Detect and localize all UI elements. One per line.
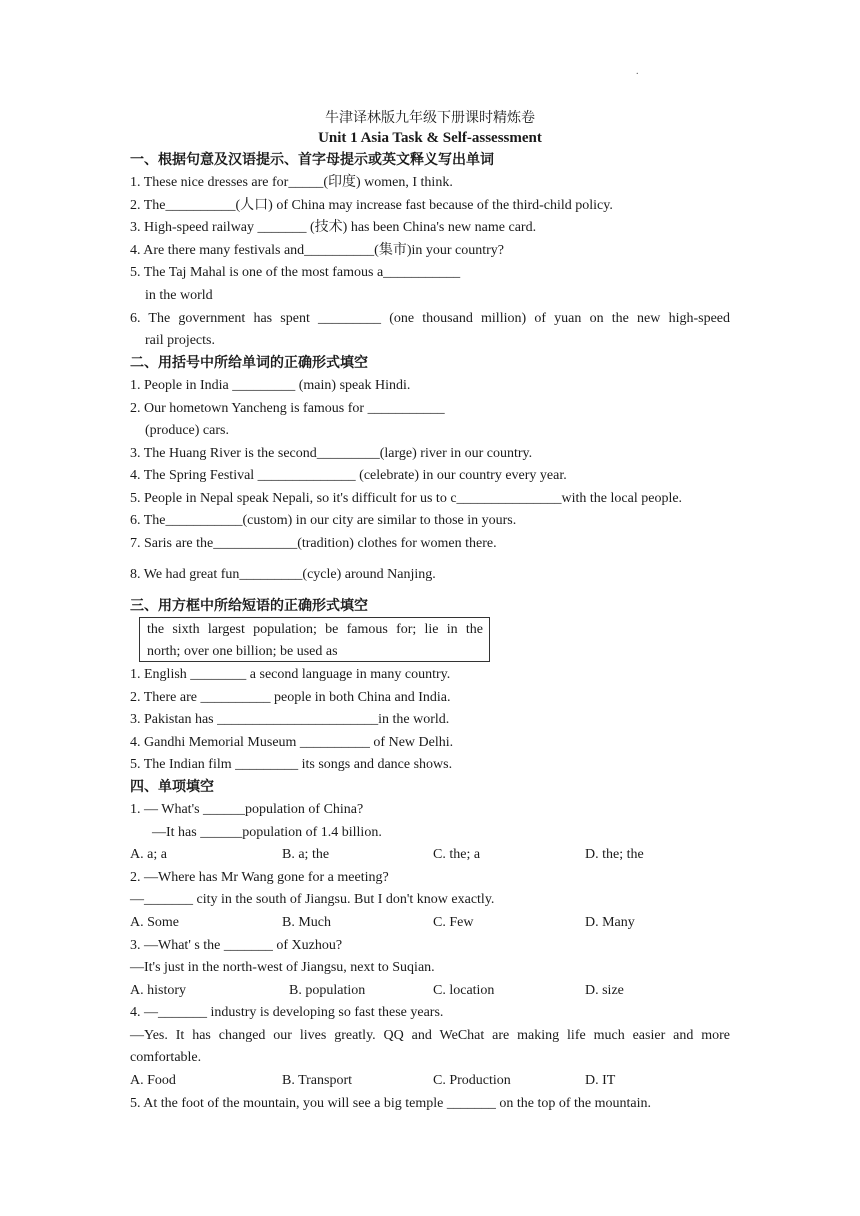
s4-question-4: 4. —_______ industry is developing so fast these years.	[130, 1005, 444, 1020]
s4-q3-option-a: A. history	[130, 983, 186, 998]
s1-question-3: 3. High-speed railway _______ (技术) has been China's new name card.	[130, 220, 537, 235]
s2-question-5: 5. People in Nepal speak Nepali, so it's difficult for us to c_______________with the local people.	[130, 491, 683, 506]
section-4-heading: 四、单项填空	[130, 779, 214, 795]
phrase-box-line-2: north; over one billion; be used as	[147, 644, 338, 659]
s4-q1-option-c: C. the; a	[433, 847, 481, 862]
s2-question-6: 6. The___________(custom) in our city are similar to those in yours.	[130, 513, 517, 528]
s4-question-5: 5. At the foot of the mountain, you will see a big temple _______ on the top of the mountain.	[130, 1096, 652, 1111]
s3-question-2: 2. There are __________ people in both China and India.	[130, 690, 451, 705]
s1-question-2: 2. The__________(人口) of China may increase fast because of the third-child policy.	[130, 198, 613, 213]
worksheet-subtitle: Unit 1 Asia Task & Self-assessment	[318, 130, 542, 146]
s4-q2-option-a: A. Some	[130, 915, 179, 930]
s4-q3-option-b: B. population	[289, 983, 366, 998]
s2-question-2-cont: (produce) cars.	[145, 423, 229, 438]
s3-question-4: 4. Gandhi Memorial Museum __________ of New Delhi.	[130, 735, 454, 750]
section-1-heading: 一、根据句意及汉语提示、首字母提示或英文释义写出单词	[130, 152, 494, 168]
phrase-box-line-1: the sixth largest population; be famous for; lie in the	[147, 622, 483, 637]
section-3-heading: 三、用方框中所给短语的正确形式填空	[130, 598, 368, 614]
s4-q1-option-b: B. a; the	[282, 847, 330, 862]
s1-question-6-cont: rail projects.	[145, 333, 215, 348]
s4-question-2-reply: —_______ city in the south of Jiangsu. But I don't know exactly.	[130, 892, 495, 907]
s2-question-7: 7. Saris are the____________(tradition) clothes for women there.	[130, 536, 497, 551]
s4-q4-option-b: B. Transport	[282, 1073, 353, 1088]
s2-question-4: 4. The Spring Festival ______________ (celebrate) in our country every year.	[130, 468, 567, 483]
s4-q1-option-a: A. a; a	[130, 847, 167, 862]
s3-question-3: 3. Pakistan has _______________________in the world.	[130, 712, 450, 727]
s3-question-5: 5. The Indian film _________ its songs and dance shows.	[130, 757, 453, 772]
s4-q1-option-d: D. the; the	[585, 847, 644, 862]
s4-q2-option-c: C. Few	[433, 915, 474, 930]
s2-question-2: 2. Our hometown Yancheng is famous for ___________	[130, 401, 445, 416]
s4-question-2: 2. —Where has Mr Wang gone for a meeting?	[130, 870, 389, 885]
s4-question-1-reply: —It has ______population of 1.4 billion.	[152, 825, 382, 840]
s4-question-4-reply: —Yes. It has changed our lives greatly. QQ and WeChat are making life much easier and more	[130, 1028, 730, 1043]
s4-question-3: 3. —What' s the _______ of Xuzhou?	[130, 938, 343, 953]
s4-q2-option-d: D. Many	[585, 915, 635, 930]
page-dot: .	[636, 66, 639, 77]
s4-q4-option-a: A. Food	[130, 1073, 176, 1088]
s1-question-6: 6. The government has spent _________ (one thousand million) of yuan on the new high-speed	[130, 311, 730, 326]
s4-q4-option-c: C. Production	[433, 1073, 511, 1088]
worksheet-title: 牛津译林版九年级下册课时精炼卷	[325, 110, 535, 126]
s1-question-4: 4. Are there many festivals and__________(集市)in your country?	[130, 243, 505, 258]
s4-q3-option-c: C. location	[433, 983, 495, 998]
section-2-heading: 二、用括号中所给单词的正确形式填空	[130, 355, 368, 371]
s2-question-1: 1. People in India _________ (main) speak Hindi.	[130, 378, 411, 393]
s4-question-3-reply: —It's just in the north-west of Jiangsu, next to Suqian.	[130, 960, 435, 975]
s4-question-4-reply-cont: comfortable.	[130, 1050, 202, 1065]
s4-question-1: 1. — What's ______population of China?	[130, 802, 364, 817]
s1-question-5-cont: in the world	[145, 288, 213, 303]
s1-question-1: 1. These nice dresses are for_____(印度) women, I think.	[130, 175, 453, 190]
s2-question-3: 3. The Huang River is the second_________(large) river in our country.	[130, 446, 533, 461]
s4-q3-option-d: D. size	[585, 983, 624, 998]
s4-q2-option-b: B. Much	[282, 915, 331, 930]
s4-q4-option-d: D. IT	[585, 1073, 616, 1088]
s1-question-5: 5. The Taj Mahal is one of the most famous a___________	[130, 265, 461, 280]
s2-question-8: 8. We had great fun_________(cycle) around Nanjing.	[130, 567, 436, 582]
s3-question-1: 1. English ________ a second language in many country.	[130, 667, 451, 682]
